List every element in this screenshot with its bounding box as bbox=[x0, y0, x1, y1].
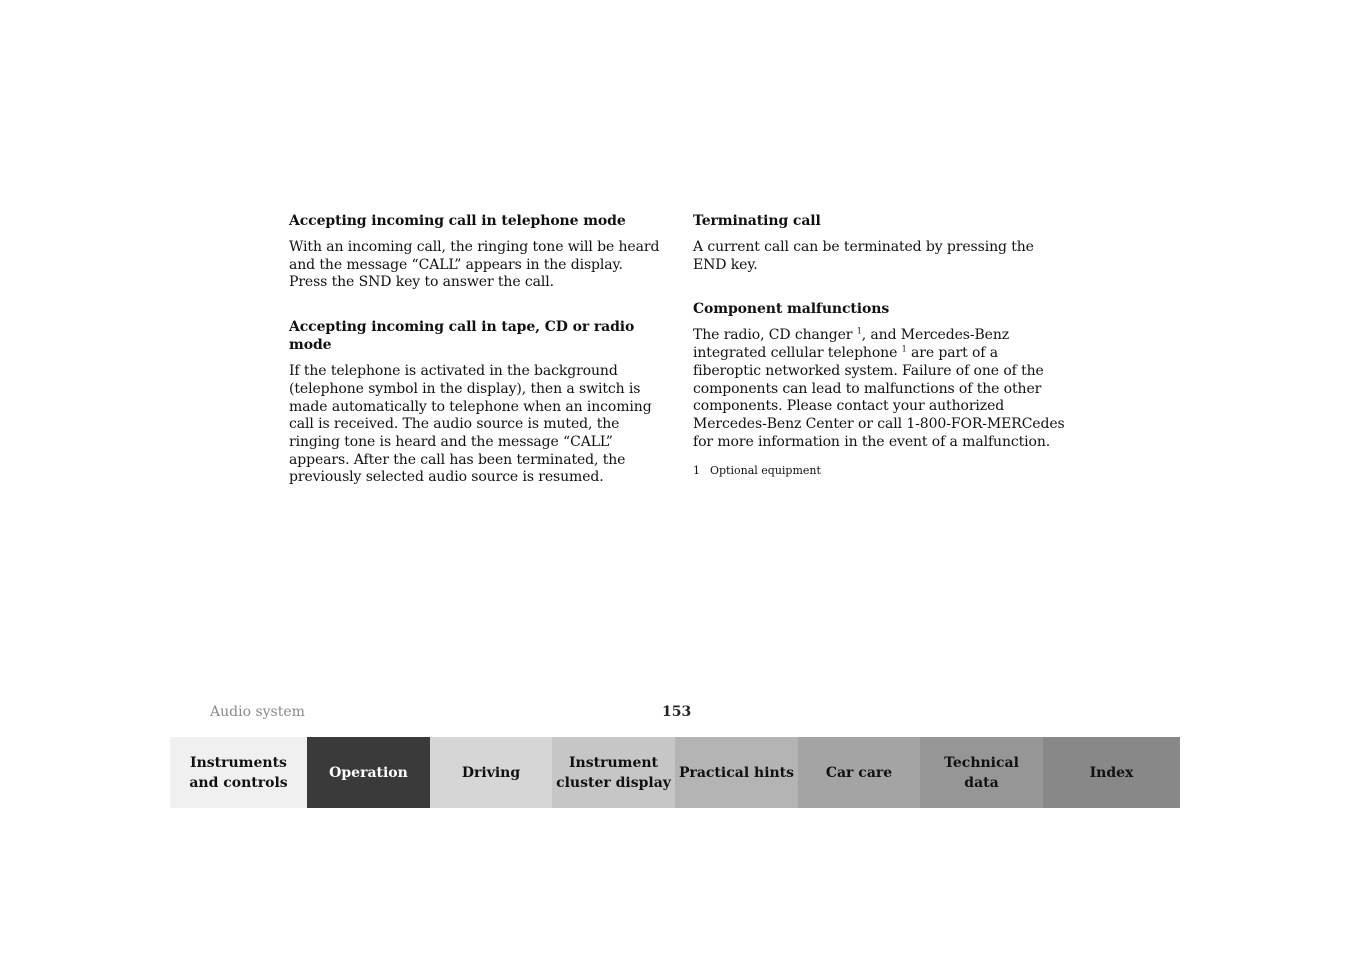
left-column bbox=[289, 212, 661, 513]
malfunctions-text-part3: are part of a fiberoptic networked system. Failure of one of the components can lead to malfunctions of the other components. Please contact your authorized Mercedes-Benz Center or call 1-800-FOR-MERCedes for more information in the event of a malfunction. bbox=[693, 345, 1065, 450]
footnote-marker: 1 bbox=[856, 326, 862, 336]
footnote-text: Optional equipment bbox=[710, 464, 821, 478]
tab-practical-hints[interactable]: Practical hints bbox=[675, 737, 798, 808]
tab-driving[interactable]: Driving bbox=[430, 737, 552, 808]
tab-car-care[interactable]: Car care bbox=[798, 737, 920, 808]
page-number: 153 bbox=[662, 704, 692, 720]
chapter-nav-bar bbox=[170, 737, 1180, 808]
footnote-marker: 1 bbox=[901, 344, 907, 354]
tab-instruments-and-controls[interactable]: Instruments and controls bbox=[170, 737, 307, 808]
section-heading-telephone-mode: Accepting incoming call in telephone mode bbox=[289, 213, 626, 229]
section-text-tape-cd-radio-mode: If the telephone is activated in the background (telephone symbol in the display), then a switch is made automatically to telephone when an incoming call is received. The audio source is muted, the ringing tone is heard and the message “CALL” appears. After the call has been terminated, the previously selected audio source is resumed. bbox=[289, 363, 652, 486]
right-column bbox=[693, 212, 1065, 478]
footnote bbox=[693, 464, 1065, 478]
section-text-terminating-call: A current call can be terminated by pressing the END key. bbox=[693, 239, 1034, 273]
tab-technical-data[interactable]: Technical data bbox=[920, 737, 1043, 808]
section-text-telephone-mode: With an incoming call, the ringing tone will be heard and the message “CALL” appears in the display. Press the SND key to answer the call. bbox=[289, 239, 660, 291]
section-heading-component-malfunctions: Component malfunctions bbox=[693, 301, 890, 318]
footnote-number: 1 bbox=[693, 464, 700, 478]
section-label: Audio system bbox=[210, 704, 305, 720]
section-text-component-malfunctions bbox=[693, 327, 1065, 451]
tab-instrument-cluster-display[interactable]: Instrument cluster display bbox=[552, 737, 675, 808]
malfunctions-text-part2: , and Mercedes-Benz integrated cellular telephone bbox=[693, 327, 1010, 362]
tab-operation[interactable]: Operation bbox=[307, 737, 430, 808]
malfunctions-text-part1: The radio, CD changer bbox=[693, 327, 853, 344]
section-heading-tape-cd-radio-mode: Accepting incoming call in tape, CD or radio mode bbox=[289, 319, 635, 354]
section-heading-terminating-call: Terminating call bbox=[693, 213, 821, 229]
tab-index[interactable]: Index bbox=[1043, 737, 1180, 808]
